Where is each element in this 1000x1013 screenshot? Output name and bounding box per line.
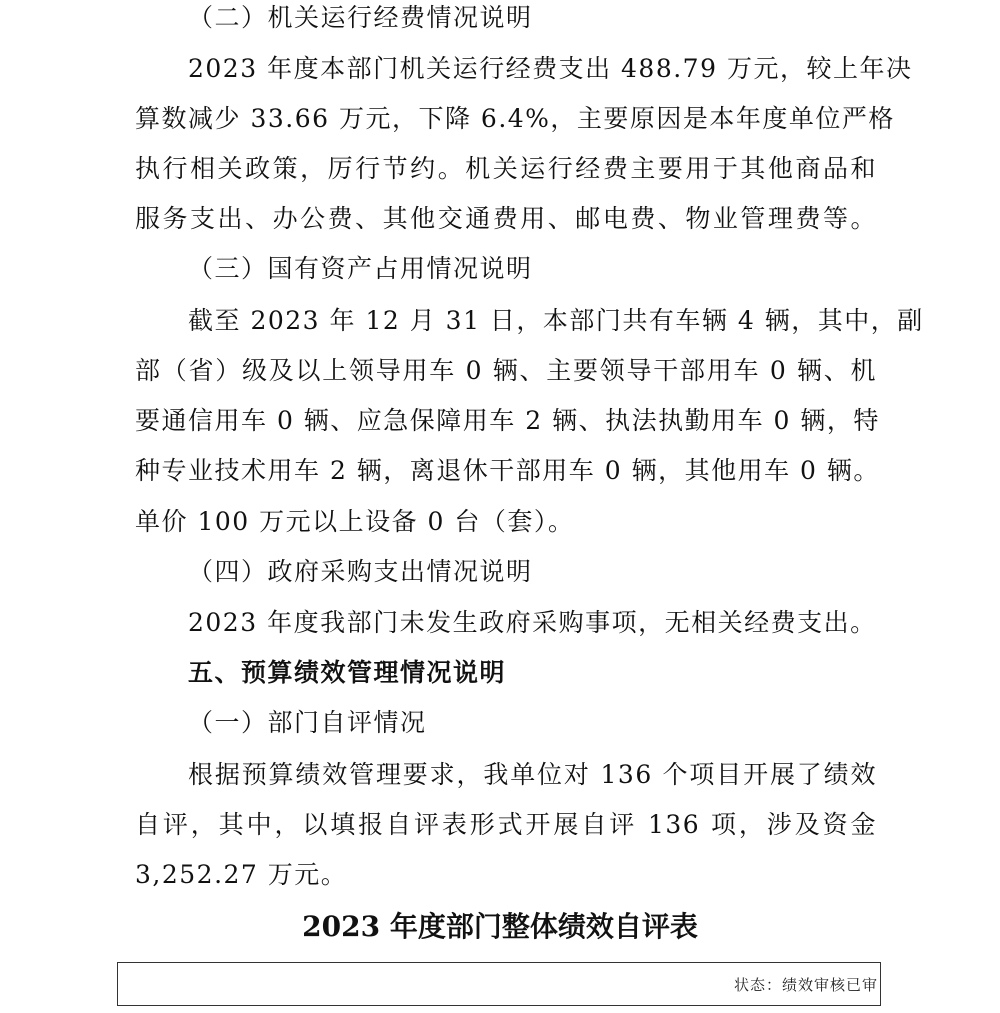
paragraph-line: 3,252.27 万元。	[135, 860, 348, 889]
paragraph-line: 执行相关政策，厉行节约。机关运行经费主要用于其他商品和	[135, 154, 877, 183]
chapter-heading: 五、预算绩效管理情况说明	[188, 658, 507, 687]
paragraph-line: 服务支出、办公费、其他交通费用、邮电费、物业管理费等。	[135, 204, 877, 233]
paragraph-line: 根据预算绩效管理要求，我单位对 136 个项目开展了绩效	[188, 760, 877, 789]
paragraph-line: 算数减少 33.66 万元，下降 6.4%，主要原因是本年度单位严格	[135, 104, 895, 133]
table-title: 2023 年度部门整体绩效自评表	[302, 910, 698, 943]
self-evaluation-table	[117, 962, 881, 1006]
paragraph-line: 2023 年度我部门未发生政府采购事项，无相关经费支出。	[188, 608, 877, 637]
paragraph-line: 2023 年度本部门机关运行经费支出 488.79 万元，较上年决	[188, 54, 913, 83]
section-heading: （四）政府采购支出情况说明	[188, 557, 533, 586]
paragraph-line: 单价 100 万元以上设备 0 台（套）。	[135, 507, 575, 536]
paragraph-line: 截至 2023 年 12 月 31 日，本部门共有车辆 4 辆，其中，副	[188, 306, 924, 335]
section-heading: （一）部门自评情况	[188, 708, 427, 737]
status-label: 状态：绩效审核已审	[733, 976, 878, 994]
section-heading: （三）国有资产占用情况说明	[188, 254, 533, 283]
paragraph-line: 自评，其中，以填报自评表形式开展自评 136 项，涉及资金	[135, 810, 877, 839]
paragraph-line: 种专业技术用车 2 辆，离退休干部用车 0 辆，其他用车 0 辆。	[135, 456, 880, 485]
paragraph-line: 要通信用车 0 辆、应急保障用车 2 辆、执法执勤用车 0 辆，特	[135, 406, 880, 435]
paragraph-line: 部（省）级及以上领导用车 0 辆、主要领导干部用车 0 辆、机	[135, 356, 877, 385]
section-heading: （二）机关运行经费情况说明	[188, 3, 533, 32]
